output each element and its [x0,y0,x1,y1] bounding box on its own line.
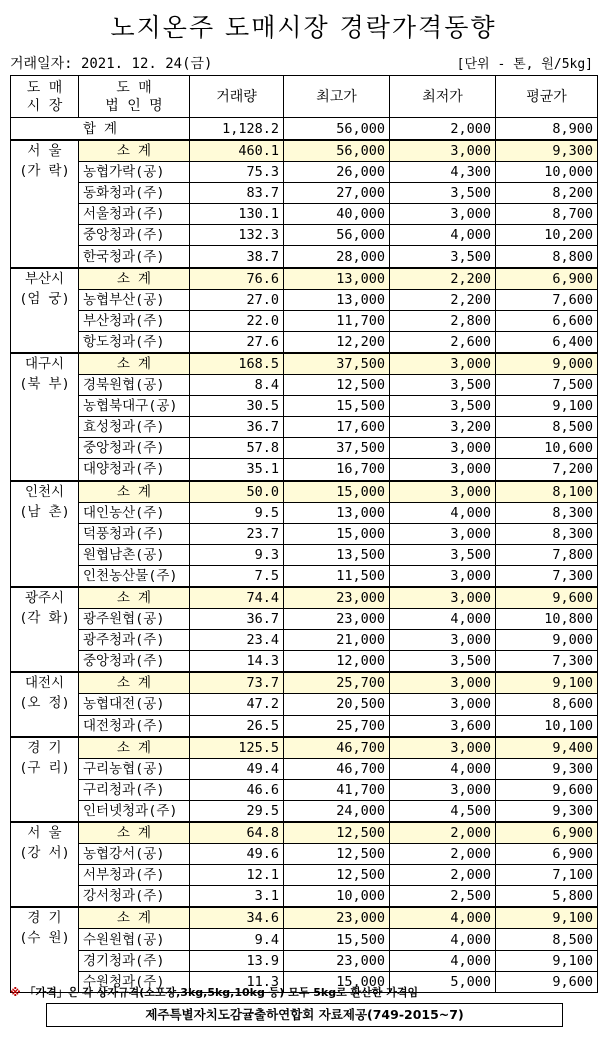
table-row [11,694,598,715]
cell-avg: 7,300 [496,651,598,673]
subtotal-avg: 9,400 [496,737,598,759]
cell-avg: 10,600 [496,438,598,459]
subtotal-avg: 9,600 [496,587,598,609]
subtotal-max: 37,500 [284,353,390,375]
cell-avg: 9,300 [496,758,598,779]
cell-avg: 7,100 [496,865,598,886]
cell-avg: 10,100 [496,715,598,737]
cell-avg: 7,200 [496,459,598,481]
cell-max: 27,000 [284,183,390,204]
cell-min: 3,600 [390,715,496,737]
table-row [11,183,598,204]
cell-min: 3,000 [390,459,496,481]
total-max: 56,000 [284,118,390,141]
cell-max: 15,000 [284,523,390,544]
cell-avg: 9,100 [496,396,598,417]
cell-avg: 5,800 [496,886,598,908]
corp-name: 광주청과(주) [79,630,190,651]
table-row [11,396,598,417]
cell-volume: 9.5 [190,502,284,523]
table-row [11,289,598,310]
subtotal-max: 13,000 [284,268,390,290]
cell-avg: 6,900 [496,844,598,865]
cell-volume: 35.1 [190,459,284,481]
subtotal-min: 3,000 [390,737,496,759]
total-min: 2,000 [390,118,496,141]
cell-avg: 8,500 [496,929,598,950]
table-row [11,929,598,950]
cell-max: 15,500 [284,396,390,417]
cell-volume: 27.0 [190,289,284,310]
table-row [11,204,598,225]
cell-volume: 14.3 [190,651,284,673]
cell-avg: 9,600 [496,779,598,800]
corp-name: 농협대전(공) [79,694,190,715]
subtotal-avg: 8,100 [496,481,598,503]
table-row [11,246,598,268]
corp-name: 중앙청과(주) [79,438,190,459]
cell-volume: 83.7 [190,183,284,204]
subtotal-label: 소 계 [79,672,190,694]
cell-min: 4,000 [390,950,496,971]
cell-max: 12,500 [284,375,390,396]
table-row [11,375,598,396]
corp-name: 항도청과(주) [79,331,190,353]
corp-name: 부산청과(주) [79,310,190,331]
cell-avg: 8,300 [496,523,598,544]
price-note [10,984,418,1000]
cell-min: 2,500 [390,886,496,908]
total-volume: 1,128.2 [190,118,284,141]
header-max: 최고가 [284,76,390,118]
cell-volume: 7.5 [190,565,284,587]
cell-max: 13,000 [284,502,390,523]
cell-min: 3,500 [390,183,496,204]
corp-name: 강서청과(주) [79,886,190,908]
cell-volume: 49.6 [190,844,284,865]
corp-name: 구리청과(주) [79,779,190,800]
subtotal-min: 4,000 [390,907,496,929]
cell-volume: 29.5 [190,800,284,822]
cell-avg: 6,400 [496,331,598,353]
cell-avg: 8,800 [496,246,598,268]
subtotal-volume: 73.7 [190,672,284,694]
total-avg: 8,900 [496,118,598,141]
cell-min: 3,000 [390,630,496,651]
cell-min: 3,000 [390,204,496,225]
cell-min: 3,500 [390,246,496,268]
cell-min: 2,000 [390,844,496,865]
subtotal-avg: 9,100 [496,672,598,694]
market-name: 경 기 (수 원) [11,907,79,992]
cell-max: 37,500 [284,438,390,459]
subtotal-volume: 34.6 [190,907,284,929]
corp-name: 수원원협(공) [79,929,190,950]
header-volume: 거래량 [190,76,284,118]
cell-avg: 9,100 [496,950,598,971]
table-row [11,310,598,331]
cell-min: 3,500 [390,651,496,673]
cell-max: 13,000 [284,289,390,310]
cell-max: 12,500 [284,844,390,865]
corp-name: 농협가락(공) [79,162,190,183]
table-row [11,630,598,651]
cell-volume: 75.3 [190,162,284,183]
subtotal-max: 23,000 [284,587,390,609]
corp-name: 서부청과(주) [79,865,190,886]
market-name: 서 울 (가 락) [11,140,79,268]
table-row [11,565,598,587]
cell-volume: 3.1 [190,886,284,908]
subtotal-row [11,140,598,162]
subtotal-row [11,822,598,844]
cell-volume: 11.3 [190,971,284,992]
cell-max: 15,000 [284,971,390,992]
cell-avg: 7,600 [496,289,598,310]
cell-volume: 57.8 [190,438,284,459]
subtotal-label: 소 계 [79,481,190,503]
cell-min: 3,000 [390,779,496,800]
cell-avg: 7,300 [496,565,598,587]
cell-volume: 30.5 [190,396,284,417]
subtotal-max: 12,500 [284,822,390,844]
subtotal-row [11,907,598,929]
cell-min: 4,000 [390,758,496,779]
cell-volume: 22.0 [190,310,284,331]
unit-label: [단위 - 톤, 원/5kg] [456,57,593,72]
page-title: 노지온주 도매시장 경락가격동향 [110,13,497,42]
subtotal-volume: 64.8 [190,822,284,844]
corp-name: 효성청과(주) [79,417,190,438]
subtotal-min: 3,000 [390,587,496,609]
corp-name: 경북원협(공) [79,375,190,396]
header-market: 도 매 시 장 [11,76,79,118]
cell-avg: 9,600 [496,971,598,992]
subtotal-label: 소 계 [79,353,190,375]
subtotal-volume: 74.4 [190,587,284,609]
cell-max: 11,500 [284,565,390,587]
cell-min: 2,800 [390,310,496,331]
subtotal-label: 소 계 [79,268,190,290]
header-min: 최저가 [390,76,496,118]
subtotal-avg: 9,000 [496,353,598,375]
subtotal-min: 2,000 [390,822,496,844]
cell-volume: 38.7 [190,246,284,268]
corp-name: 경기청과(주) [79,950,190,971]
cell-avg: 8,500 [496,417,598,438]
cell-max: 20,500 [284,694,390,715]
subtotal-volume: 168.5 [190,353,284,375]
market-name: 부산시 (엄 궁) [11,268,79,353]
cell-volume: 27.6 [190,331,284,353]
cell-max: 17,600 [284,417,390,438]
corp-name: 대전청과(주) [79,715,190,737]
subtotal-max: 25,700 [284,672,390,694]
subtotal-volume: 76.6 [190,268,284,290]
subtotal-max: 56,000 [284,140,390,162]
cell-volume: 8.4 [190,375,284,396]
subtotal-max: 46,700 [284,737,390,759]
cell-avg: 6,600 [496,310,598,331]
cell-max: 12,200 [284,331,390,353]
cell-min: 3,000 [390,565,496,587]
cell-max: 23,000 [284,950,390,971]
cell-min: 2,200 [390,289,496,310]
table-row [11,225,598,246]
table-row [11,459,598,481]
cell-max: 16,700 [284,459,390,481]
subtotal-min: 3,000 [390,140,496,162]
header-corp: 도 매 법 인 명 [79,76,190,118]
market-name: 대전시 (오 정) [11,672,79,736]
market-name: 인천시 (남 촌) [11,481,79,587]
corp-name: 농협부산(공) [79,289,190,310]
cell-volume: 132.3 [190,225,284,246]
cell-avg: 7,800 [496,544,598,565]
trade-date: 거래일자: 2021. 12. 24(금) [10,56,213,72]
cell-min: 4,000 [390,929,496,950]
table-row [11,609,598,630]
cell-volume: 47.2 [190,694,284,715]
cell-max: 25,700 [284,715,390,737]
cell-min: 4,000 [390,502,496,523]
cell-volume: 36.7 [190,609,284,630]
cell-max: 46,700 [284,758,390,779]
cell-avg: 9,300 [496,800,598,822]
subtotal-avg: 6,900 [496,822,598,844]
cell-max: 26,000 [284,162,390,183]
subtotal-avg: 9,300 [496,140,598,162]
cell-max: 56,000 [284,225,390,246]
corp-name: 동화청과(주) [79,183,190,204]
subtotal-min: 2,200 [390,268,496,290]
cell-max: 24,000 [284,800,390,822]
table-row [11,844,598,865]
cell-min: 3,500 [390,396,496,417]
table-row [11,800,598,822]
cell-max: 13,500 [284,544,390,565]
subtotal-row [11,737,598,759]
corp-name: 대인농산(주) [79,502,190,523]
subtotal-label: 소 계 [79,907,190,929]
cell-max: 12,000 [284,651,390,673]
market-name: 대구시 (북 부) [11,353,79,481]
market-name: 광주시 (각 화) [11,587,79,672]
table-row [11,715,598,737]
cell-min: 4,500 [390,800,496,822]
corp-name: 대양청과(주) [79,459,190,481]
note-text: 「가격」은 각 상자규격(소포장,3kg,5kg,10kg 등) 모두 5kg로 환산한 가격임 [24,986,419,999]
cell-max: 11,700 [284,310,390,331]
subtotal-volume: 50.0 [190,481,284,503]
cell-avg: 7,500 [496,375,598,396]
cell-max: 41,700 [284,779,390,800]
cell-min: 3,200 [390,417,496,438]
subtotal-label: 소 계 [79,587,190,609]
subtotal-label: 소 계 [79,822,190,844]
subtotal-row [11,481,598,503]
cell-max: 28,000 [284,246,390,268]
subtotal-min: 3,000 [390,353,496,375]
cell-volume: 23.7 [190,523,284,544]
cell-volume: 9.4 [190,929,284,950]
cell-avg: 9,000 [496,630,598,651]
cell-min: 5,000 [390,971,496,992]
table-row [11,544,598,565]
table-row [11,162,598,183]
table-row [11,865,598,886]
table-row [11,886,598,908]
subtotal-label: 소 계 [79,737,190,759]
corp-name: 덕풍청과(주) [79,523,190,544]
subtotal-row [11,587,598,609]
header-avg: 평균가 [496,76,598,118]
corp-name: 농협강서(공) [79,844,190,865]
subtotal-row [11,268,598,290]
header-row [11,76,598,118]
cell-min: 4,300 [390,162,496,183]
subtotal-row [11,672,598,694]
market-name: 경 기 (구 리) [11,737,79,822]
cell-min: 3,000 [390,523,496,544]
corp-name: 수원청과(주) [79,971,190,992]
cell-min: 3,000 [390,438,496,459]
price-table [10,75,598,993]
subtotal-label: 소 계 [79,140,190,162]
subtotal-avg: 9,100 [496,907,598,929]
cell-avg: 8,300 [496,502,598,523]
cell-avg: 8,200 [496,183,598,204]
cell-max: 12,500 [284,865,390,886]
cell-volume: 26.5 [190,715,284,737]
total-label: 합 계 [11,118,190,141]
cell-volume: 49.4 [190,758,284,779]
corp-name: 구리농협(공) [79,758,190,779]
cell-min: 3,000 [390,694,496,715]
cell-max: 10,000 [284,886,390,908]
corp-name: 인천농산물(주) [79,565,190,587]
subtotal-max: 23,000 [284,907,390,929]
note-mark: ※ [10,986,21,999]
cell-volume: 9.3 [190,544,284,565]
corp-name: 광주원협(공) [79,609,190,630]
source-box: 제주특별자치도감귤출하연합회 자료제공(749-2015~7) [46,1003,563,1027]
table-row [11,651,598,673]
market-name: 서 울 (강 서) [11,822,79,907]
cell-max: 21,000 [284,630,390,651]
subtotal-avg: 6,900 [496,268,598,290]
cell-avg: 10,200 [496,225,598,246]
cell-min: 3,500 [390,544,496,565]
table-row [11,331,598,353]
corp-name: 중앙청과(주) [79,225,190,246]
subtotal-volume: 125.5 [190,737,284,759]
corp-name: 서울청과(주) [79,204,190,225]
cell-max: 40,000 [284,204,390,225]
corp-name: 중앙청과(주) [79,651,190,673]
table-row [11,779,598,800]
corp-name: 한국청과(주) [79,246,190,268]
corp-name: 원협남촌(공) [79,544,190,565]
cell-volume: 46.6 [190,779,284,800]
cell-avg: 10,800 [496,609,598,630]
cell-avg: 8,600 [496,694,598,715]
cell-min: 2,000 [390,865,496,886]
table-row [11,438,598,459]
subtotal-min: 3,000 [390,672,496,694]
subtotal-min: 3,000 [390,481,496,503]
total-row [11,118,598,141]
cell-min: 3,500 [390,375,496,396]
cell-min: 4,000 [390,225,496,246]
corp-name: 인터넷청과(주) [79,800,190,822]
table-row [11,502,598,523]
cell-volume: 12.1 [190,865,284,886]
cell-avg: 10,000 [496,162,598,183]
cell-avg: 8,700 [496,204,598,225]
corp-name: 농협북대구(공) [79,396,190,417]
cell-volume: 36.7 [190,417,284,438]
subtotal-row [11,353,598,375]
cell-max: 15,500 [284,929,390,950]
cell-volume: 130.1 [190,204,284,225]
subtotal-max: 15,000 [284,481,390,503]
subtotal-volume: 460.1 [190,140,284,162]
cell-min: 2,600 [390,331,496,353]
cell-max: 23,000 [284,609,390,630]
table-row [11,950,598,971]
cell-min: 4,000 [390,609,496,630]
cell-volume: 23.4 [190,630,284,651]
cell-volume: 13.9 [190,950,284,971]
table-row [11,417,598,438]
table-row [11,758,598,779]
table-row [11,523,598,544]
